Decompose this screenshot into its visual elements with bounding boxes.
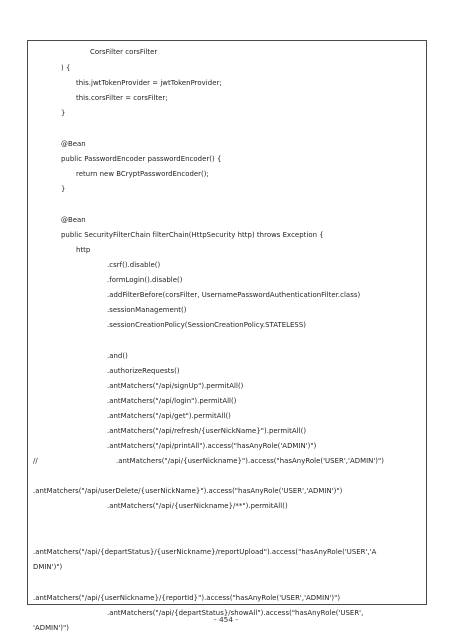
code-line: }	[61, 109, 66, 117]
page-number: - 454 -	[213, 615, 239, 624]
code-line: .sessionManagement()	[107, 306, 187, 314]
code-line: .sessionCreationPolicy(SessionCreationPolicy.STATELESS)	[107, 321, 306, 329]
code-line: .antMatchers("/api/{userNickname}/**").permitAll()	[107, 502, 288, 510]
code-line: .antMatchers("/api/printAll").access("hasAnyRole('ADMIN')")	[107, 442, 317, 450]
code-line: .antMatchers("/api/login").permitAll()	[107, 397, 237, 405]
code-line: .antMatchers("/api/{departStatus}/showAll").access("hasAnyRole('USER',	[107, 609, 364, 617]
code-line: }	[61, 185, 66, 193]
code-line: .antMatchers("/api/signUp").permitAll()	[107, 382, 244, 390]
code-comment-marker: //	[33, 457, 38, 465]
code-line: @Bean	[61, 216, 86, 224]
code-line: return new BCryptPasswordEncoder();	[76, 170, 209, 178]
code-line: this.jwtTokenProvider = jwtTokenProvider;	[76, 79, 222, 87]
code-line: 'ADMIN')")	[33, 624, 69, 632]
code-line: public SecurityFilterChain filterChain(HttpSecurity http) throws Exception {	[61, 231, 324, 239]
code-line: .antMatchers("/api/{departStatus}/{userNickname}/reportUpload").access("hasAnyRole('USER','A	[33, 548, 377, 556]
code-line: .antMatchers("/api/userDelete/{userNickName}").access("hasAnyRole('USER','ADMIN')")	[33, 487, 343, 495]
code-line: .addFilterBefore(corsFilter, UsernamePasswordAuthenticationFilter.class)	[107, 291, 361, 299]
code-line: .and()	[107, 352, 128, 360]
code-line: CorsFilter corsFilter	[90, 48, 158, 56]
code-line: .csrf().disable()	[107, 261, 161, 269]
code-line: ) {	[61, 64, 71, 72]
code-line: this.corsFilter = corsFilter;	[76, 94, 168, 102]
code-line: .antMatchers("/api/{userNickname}").access("hasAnyRole('USER','ADMIN')")	[116, 457, 384, 465]
code-line: public PasswordEncoder passwordEncoder() {	[61, 155, 222, 163]
code-line: .antMatchers("/api/{userNickname}/{reportId}").access("hasAnyRole('USER','ADMIN')")	[33, 594, 341, 602]
code-line: .formLogin().disable()	[107, 276, 183, 284]
code-line: .antMatchers("/api/get").permitAll()	[107, 412, 231, 420]
code-line: @Bean	[61, 140, 86, 148]
code-line: .antMatchers("/api/refresh/{userNickName}").permitAll()	[107, 427, 307, 435]
code-line: http	[76, 246, 91, 254]
code-line: DMIN')")	[33, 563, 63, 571]
code-line: .authorizeRequests()	[107, 367, 180, 375]
